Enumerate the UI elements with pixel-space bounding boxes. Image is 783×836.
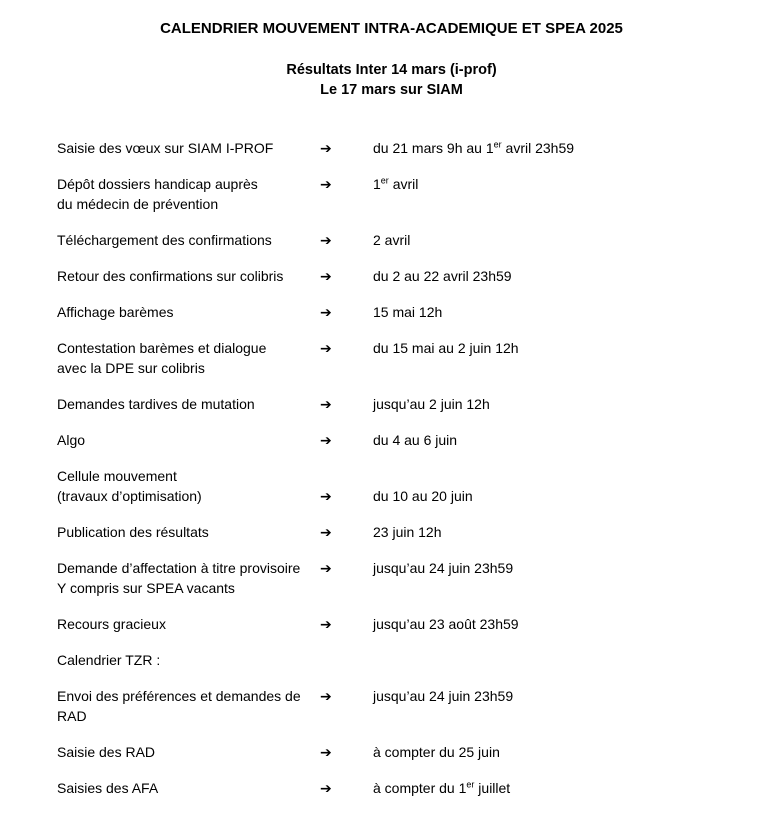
event-date: du 15 mai au 2 juin 12h [373, 340, 519, 356]
schedule-row [57, 338, 726, 378]
schedule-list [57, 138, 726, 798]
event-date: jusqu’au 24 juin 23h59 [373, 560, 514, 576]
arrow-icon: ➔ [320, 780, 332, 796]
event-label: Cellule mouvement (travaux d’optimisation) [57, 468, 202, 504]
schedule-row [57, 558, 726, 598]
event-label: Contestation barèmes et dialogue avec la DPE sur colibris [57, 340, 267, 376]
event-label: Dépôt dossiers handicap auprès du médecin de prévention [57, 176, 258, 212]
arrow-icon: ➔ [320, 176, 332, 192]
event-label: Retour des confirmations sur colibris [57, 268, 284, 284]
arrow-icon: ➔ [320, 488, 332, 504]
event-label: Téléchargement des confirmations [57, 232, 272, 248]
arrow-icon: ➔ [320, 524, 332, 540]
event-label: Affichage barèmes [57, 304, 174, 320]
arrow-icon: ➔ [320, 688, 332, 704]
event-date: jusqu’au 24 juin 23h59 [373, 688, 514, 704]
schedule-row [57, 778, 726, 798]
arrow-icon: ➔ [320, 140, 332, 156]
event-label: Envoi des préférences et demandes de RAD [57, 688, 301, 724]
arrow-icon: ➔ [320, 616, 332, 632]
schedule-row [57, 650, 726, 670]
arrow-icon: ➔ [320, 744, 332, 760]
arrow-icon: ➔ [320, 560, 332, 576]
arrow-icon: ➔ [320, 432, 332, 448]
event-date: du 21 mars 9h au 1er avril 23h59 [373, 139, 575, 156]
schedule-row [57, 302, 726, 322]
event-label: Publication des résultats [57, 524, 209, 540]
event-date: 1er avril [373, 175, 419, 192]
event-date: 23 juin 12h [373, 524, 442, 540]
event-label: Saisie des RAD [57, 744, 156, 760]
event-label: Recours gracieux [57, 616, 166, 632]
schedule-row [57, 394, 726, 414]
schedule-row [57, 522, 726, 542]
subtitle-line-1: Résultats Inter 14 mars (i-prof) [286, 62, 497, 78]
event-date: du 10 au 20 juin [373, 488, 473, 504]
subtitle-line-2: Le 17 mars sur SIAM [320, 82, 463, 98]
schedule-row [57, 430, 726, 450]
arrow-icon: ➔ [320, 396, 332, 412]
event-date: à compter du 25 juin [373, 744, 500, 760]
schedule-row [57, 686, 726, 726]
arrow-icon: ➔ [320, 304, 332, 320]
schedule-row [57, 138, 726, 158]
event-date: du 2 au 22 avril 23h59 [373, 268, 512, 284]
arrow-icon: ➔ [320, 232, 332, 248]
schedule-row [57, 266, 726, 286]
document-title: CALENDRIER MOUVEMENT INTRA-ACADEMIQUE ET SPEA 2025 [160, 20, 623, 37]
event-date: à compter du 1er juillet [373, 779, 511, 796]
arrow-icon: ➔ [320, 340, 332, 356]
event-date: jusqu’au 2 juin 12h [373, 396, 490, 412]
event-label: Demande d’affectation à titre provisoire Y compris sur SPEA vacants [57, 560, 301, 596]
schedule-row [57, 466, 726, 506]
event-date: jusqu’au 23 août 23h59 [373, 616, 519, 632]
schedule-row [57, 230, 726, 250]
event-label: Saisies des AFA [57, 780, 159, 796]
schedule-row [57, 742, 726, 762]
arrow-icon: ➔ [320, 268, 332, 284]
event-date: 2 avril [373, 232, 411, 248]
event-date: du 4 au 6 juin [373, 432, 458, 448]
schedule-row [57, 614, 726, 634]
event-date: 15 mai 12h [373, 304, 443, 320]
schedule-row [57, 174, 726, 214]
event-label: Algo [57, 432, 86, 448]
document-subtitle [57, 60, 726, 100]
event-label: Calendrier TZR : [57, 652, 161, 668]
event-label: Demandes tardives de mutation [57, 396, 255, 412]
event-label: Saisie des vœux sur SIAM I-PROF [57, 140, 274, 156]
